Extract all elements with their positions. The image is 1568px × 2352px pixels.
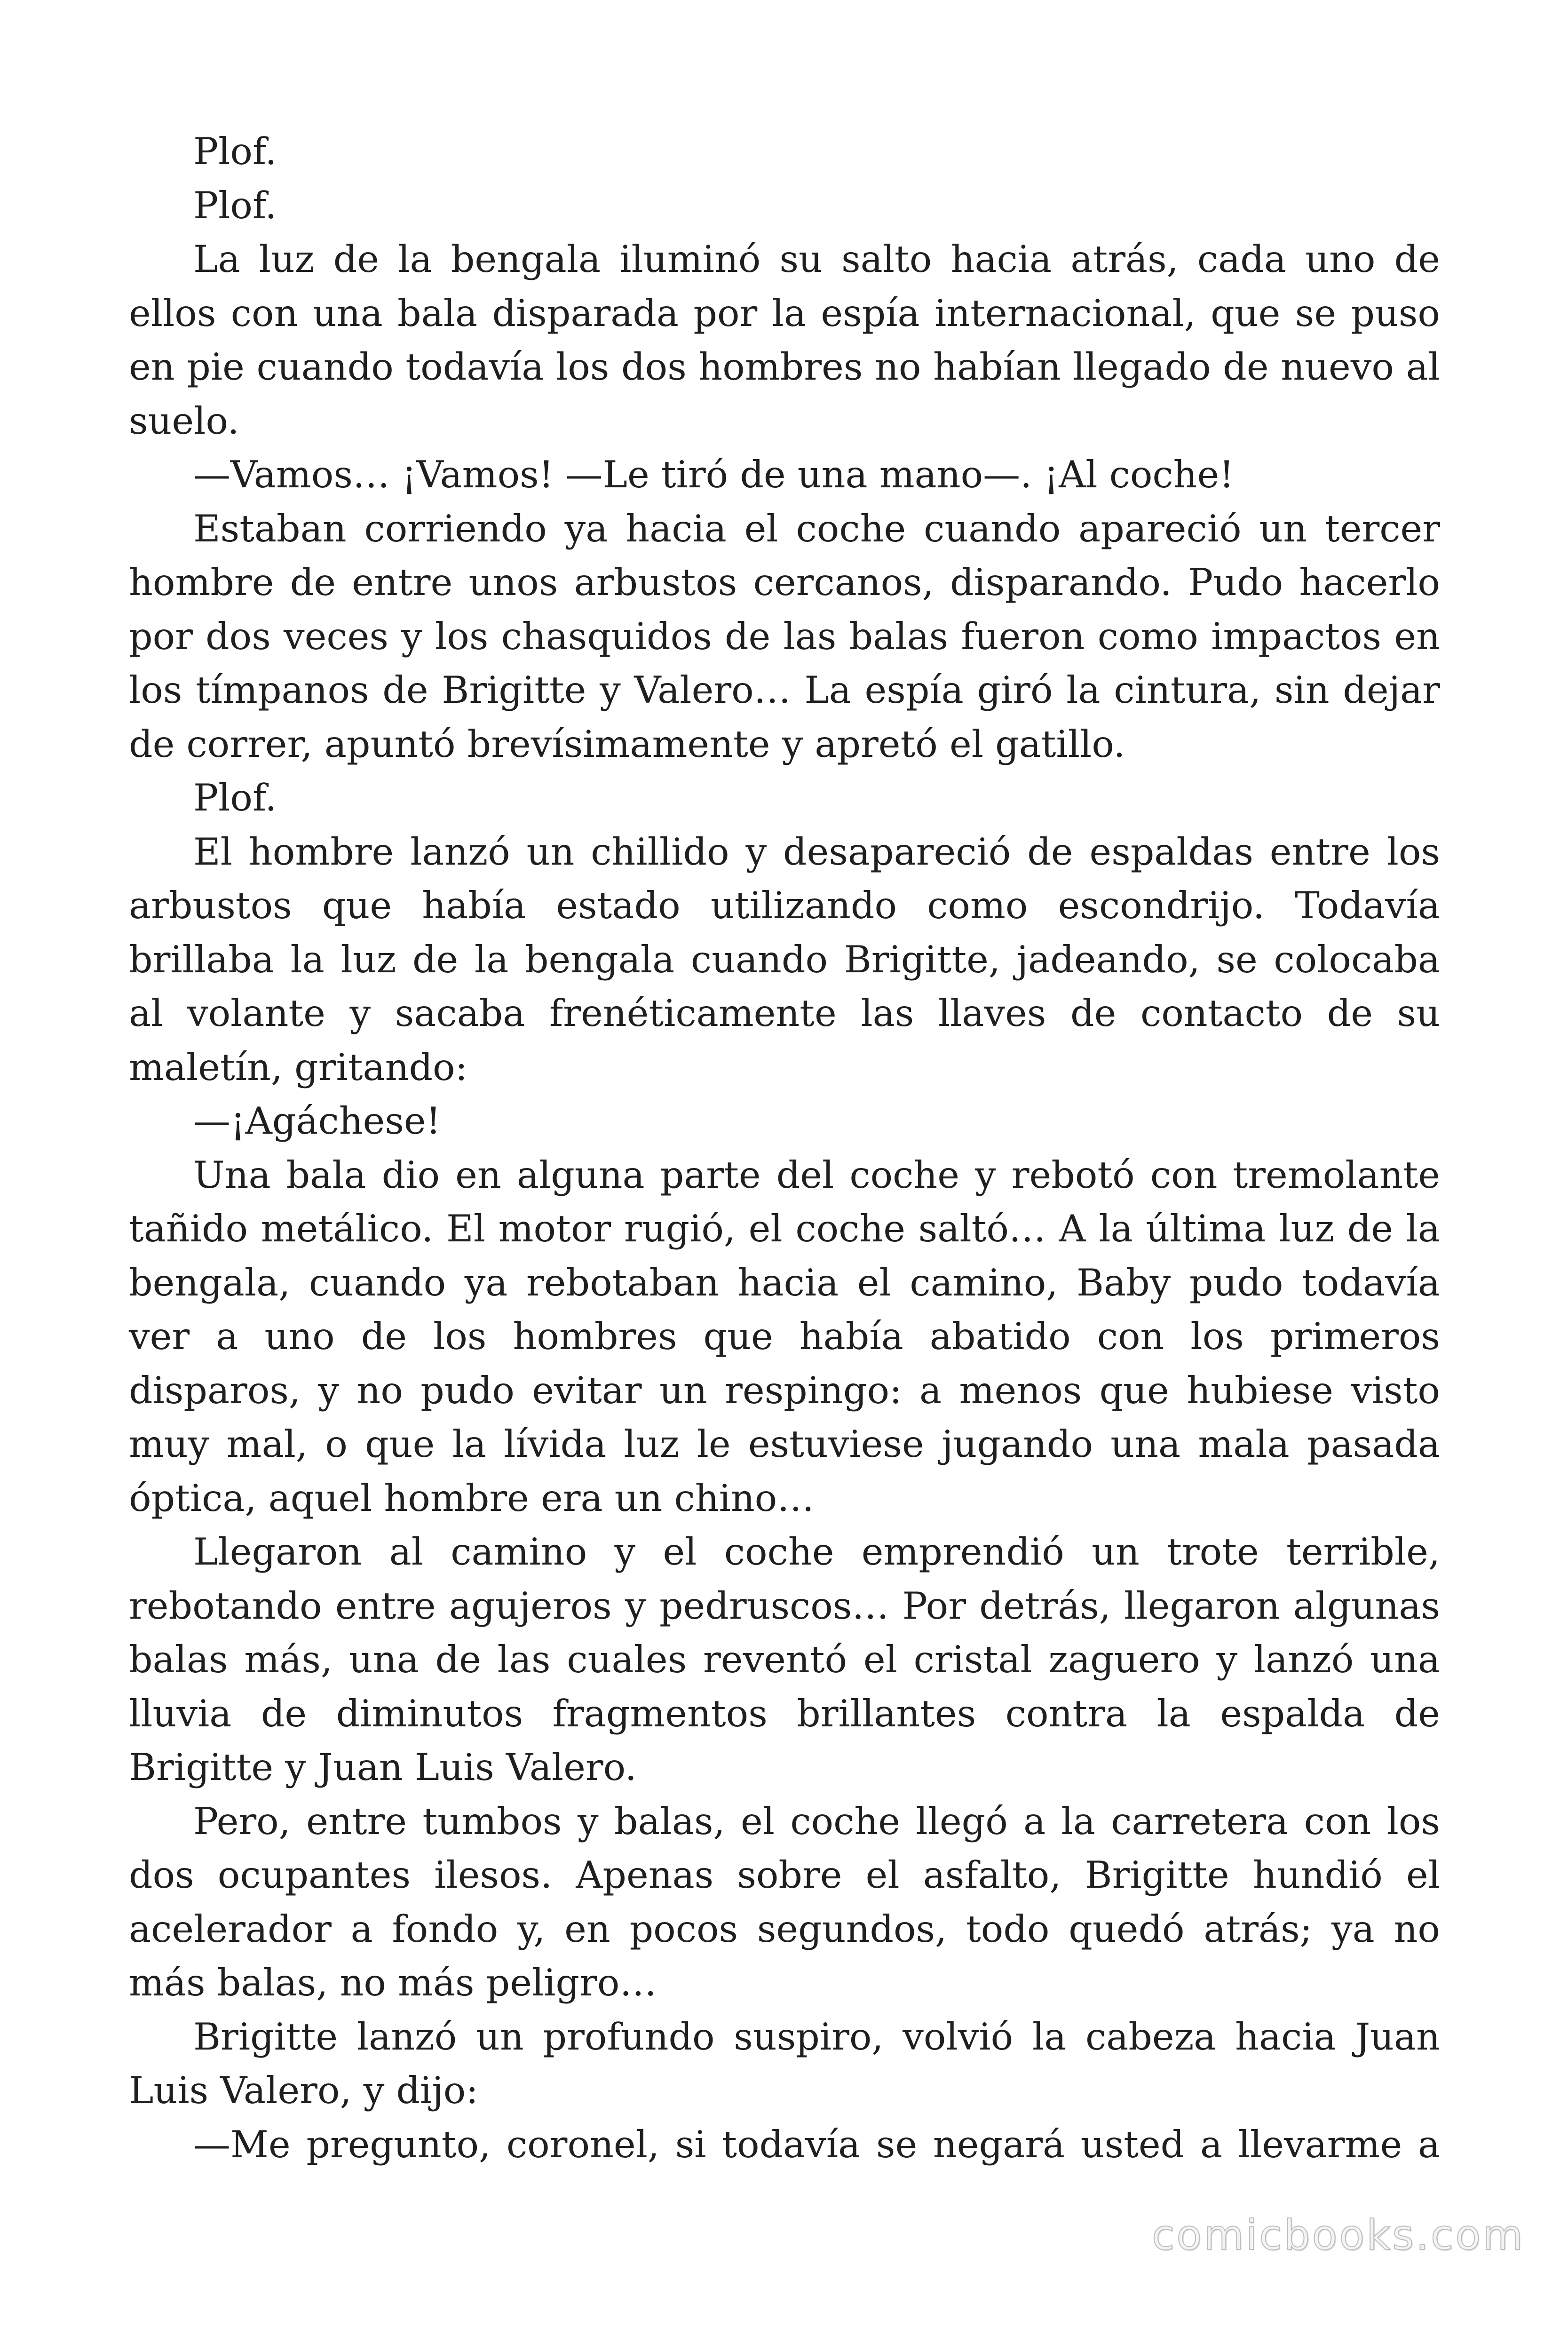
paragraph: —Vamos… ¡Vamos! —Le tiró de una mano—. ¡Al coche!: [193, 453, 1235, 496]
paragraph: Brigitte lanzó un profundo suspiro, volvió la cabeza hacia Juan Luis Valero, y dijo:: [129, 2015, 1440, 2112]
paragraph: Pero, entre tumbos y balas, el coche llegó a la carretera con los dos ocupantes ilesos. Apenas sobre el asfalto, Brigitte hundió el acelerador a fondo y, en pocos segundos, todo quedó atrás; ya no más balas, no más peligro…: [129, 1799, 1440, 2004]
paragraph: Una bala dio en alguna parte del coche y rebotó con tremolante tañido metálico. El motor rugió, el coche saltó… A la última luz de la bengala, cuando ya rebotaban hacia el camino, Baby pudo todavía ver a uno de los hombres que había abatido con los primeros disparos, y no pudo evitar un respingo: a menos que hubiese visto muy mal, o que la lívida luz le estuviese jugando una mala pasada óptica, aquel hombre era un chino…: [129, 1153, 1440, 1520]
paragraph: Plof.: [193, 183, 277, 227]
paragraph: Plof.: [193, 776, 277, 819]
paragraph: Plof.: [193, 130, 277, 173]
paragraph: —¡Agáchese!: [193, 1099, 441, 1143]
last-line-paragraph: —Me pregunto, coronel, si todavía se negará usted a llevarme a: [193, 2122, 1440, 2166]
paragraph: Estaban corriendo ya hacia el coche cuando apareció un tercer hombre de entre unos arbustos cercanos, disparando. Pudo hacerlo por dos veces y los chasquidos de las balas fueron como impactos en los tímpanos de Brigitte y Valero… La espía giró la cintura, sin dejar de correr, apuntó brevísimamente y apretó el gatillo.: [129, 507, 1440, 766]
paragraph: El hombre lanzó un chillido y desapareció de espaldas entre los arbustos que había estado utilizando como escondrijo. Todavía brillaba la luz de la bengala cuando Brigitte, jadeando, se colocaba al volante y sacaba frenéticamente las llaves de contacto de su maletín, gritando:: [129, 830, 1440, 1089]
paragraph: Llegaron al camino y el coche emprendió un trote terrible, rebotando entre agujeros y pedruscos… Por detrás, llegaron algunas balas más, una de las cuales reventó el cristal zaguero y lanzó una lluvia de diminutos fragmentos brillantes contra la espalda de Brigitte y Juan Luis Valero.: [129, 1530, 1440, 1789]
page-body: [129, 125, 1440, 2171]
paragraph: La luz de la bengala iluminó su salto hacia atrás, cada uno de ellos con una bala disparada por la espía internacional, que se puso en pie cuando todavía los dos hombres no habían llegado de nuevo al suelo.: [129, 238, 1440, 443]
watermark: comicbooks.com: [1151, 2211, 1525, 2259]
